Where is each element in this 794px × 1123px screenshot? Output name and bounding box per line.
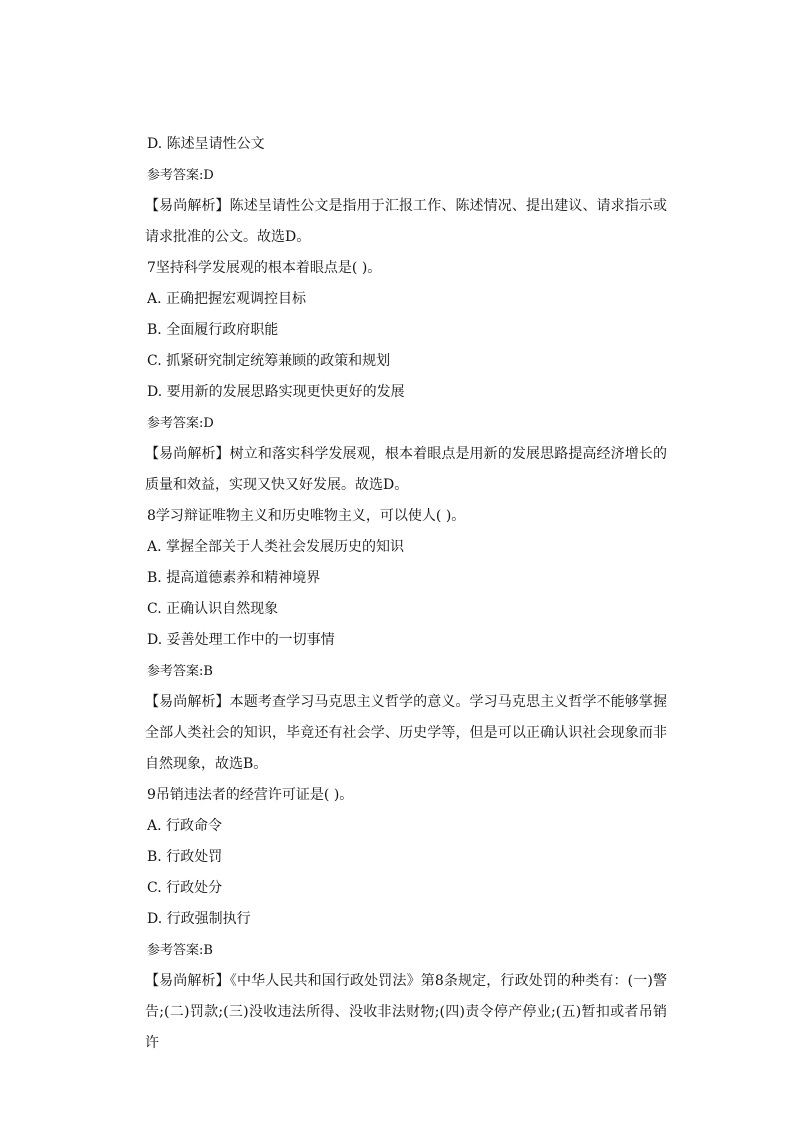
analysis-q9: 【易尚解析】《中华人民共和国行政处罚法》第8条规定，行政处罚的种类有：(一)警告;(二)罚款;(三)没收违法所得、没收非法财物;(四)责令停产停业;(五)暂扣或者吊销许 bbox=[145, 973, 667, 1051]
question-8: 8学习辩证唯物主义和历史唯物主义，可以使人( )。 bbox=[147, 508, 466, 524]
option-a-q7: A. 正确把握宏观调控目标 bbox=[147, 291, 307, 307]
reference-answer-q8: 参考答案:B bbox=[147, 664, 213, 679]
option-a-q8: A. 掌握全部关于人类社会发展历史的知识 bbox=[147, 539, 405, 555]
option-d-q8: D. 妥善处理工作中的一切事情 bbox=[147, 632, 335, 648]
reference-answer-q7: 参考答案:D bbox=[147, 416, 214, 431]
question-7: 7坚持科学发展观的根本着眼点是( )。 bbox=[147, 260, 382, 276]
option-d-q9: D. 行政强制执行 bbox=[147, 911, 251, 927]
option-d-q7: D. 要用新的发展思路实现更快更好的发展 bbox=[147, 384, 405, 400]
analysis-q6: 【易尚解析】陈述呈请性公文是指用于汇报工作、陈述情况、提出建议、请求指示或请求批准的公文。故选D。 bbox=[145, 198, 667, 245]
option-b-q9: B. 行政处罚 bbox=[147, 849, 223, 865]
option-c-q9: C. 行政处分 bbox=[147, 880, 223, 896]
question-content bbox=[147, 129, 669, 1059]
reference-answer-q6: 参考答案:D bbox=[147, 168, 214, 183]
reference-answer-q9: 参考答案:B bbox=[147, 943, 213, 958]
analysis-q7: 【易尚解析】树立和落实科学发展观，根本着眼点是用新的发展思路提高经济增长的质量和效益，实现又快又好发展。故选D。 bbox=[145, 446, 667, 493]
option-c-q8: C. 正确认识自然现象 bbox=[147, 601, 279, 617]
analysis-q8: 【易尚解析】本题考查学习马克思主义哲学的意义。学习马克思主义哲学不能够掌握全部人类社会的知识，毕竟还有社会学、历史学等，但是可以正确认识社会现象而非自然现象，故选B。 bbox=[145, 694, 667, 772]
option-d-q6: D. 陈述呈请性公文 bbox=[147, 136, 265, 152]
option-b-q8: B. 提高道德素养和精神境界 bbox=[147, 570, 321, 586]
option-b-q7: B. 全面履行政府职能 bbox=[147, 322, 279, 338]
option-c-q7: C. 抓紧研究制定统筹兼顾的政策和规划 bbox=[147, 353, 391, 369]
question-9: 9吊销违法者的经营许可证是( )。 bbox=[147, 787, 354, 803]
option-a-q9: A. 行政命令 bbox=[147, 818, 223, 834]
